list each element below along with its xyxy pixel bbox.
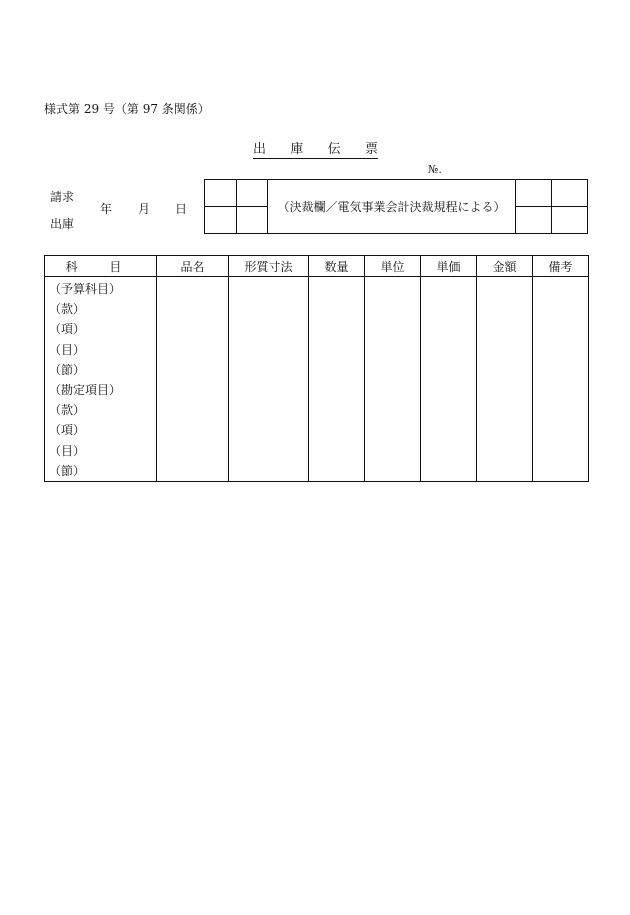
header-quantity: 数量	[309, 256, 365, 277]
document-title: 出 庫 伝 票	[253, 142, 378, 157]
list-item: （節）	[49, 362, 86, 377]
request-label: 請求	[50, 190, 75, 204]
header-item-name: 品名	[157, 256, 229, 277]
list-item: （目）	[49, 443, 86, 458]
specification-cell[interactable]	[229, 277, 309, 482]
account-cell	[45, 277, 157, 482]
list-item: （勘定項目）	[49, 382, 122, 397]
header-amount: 金額	[477, 256, 533, 277]
month-label: 月	[138, 202, 151, 216]
table-body-row	[45, 277, 589, 482]
header-remarks: 備考	[533, 256, 589, 277]
account-item-list	[45, 277, 156, 481]
list-item: （目）	[49, 342, 86, 357]
number-label: №.	[428, 163, 442, 176]
stamp-boxes-left[interactable]	[204, 179, 268, 234]
header-specification: 形質寸法	[229, 256, 309, 277]
form-number: 様式第 29 号（第 97 条関係）	[44, 102, 210, 116]
day-label: 日	[175, 202, 188, 216]
list-item: （予算科目）	[49, 282, 122, 296]
item-name-cell[interactable]	[157, 277, 229, 482]
table-header-row	[45, 256, 589, 277]
header-unit-price: 単価	[421, 256, 477, 277]
stamp-boxes-right[interactable]	[515, 179, 588, 234]
remarks-cell[interactable]	[533, 277, 589, 482]
unit-price-cell[interactable]	[421, 277, 477, 482]
quantity-cell[interactable]	[309, 277, 365, 482]
amount-cell[interactable]	[477, 277, 533, 482]
unit-cell[interactable]	[365, 277, 421, 482]
list-item: （項）	[49, 322, 86, 337]
list-item: （節）	[49, 463, 86, 478]
approval-note: （決裁欄／電気事業会計決裁規程による）	[268, 179, 515, 234]
list-item: （款）	[49, 302, 86, 317]
header-unit: 単位	[365, 256, 421, 277]
request-issue-labels	[50, 184, 74, 238]
issue-slip-table	[44, 255, 589, 482]
issue-label: 出庫	[50, 217, 75, 231]
list-item: （項）	[49, 423, 86, 438]
header-account: 科 目	[45, 256, 157, 277]
year-label: 年	[100, 202, 113, 216]
list-item: （款）	[49, 403, 86, 418]
